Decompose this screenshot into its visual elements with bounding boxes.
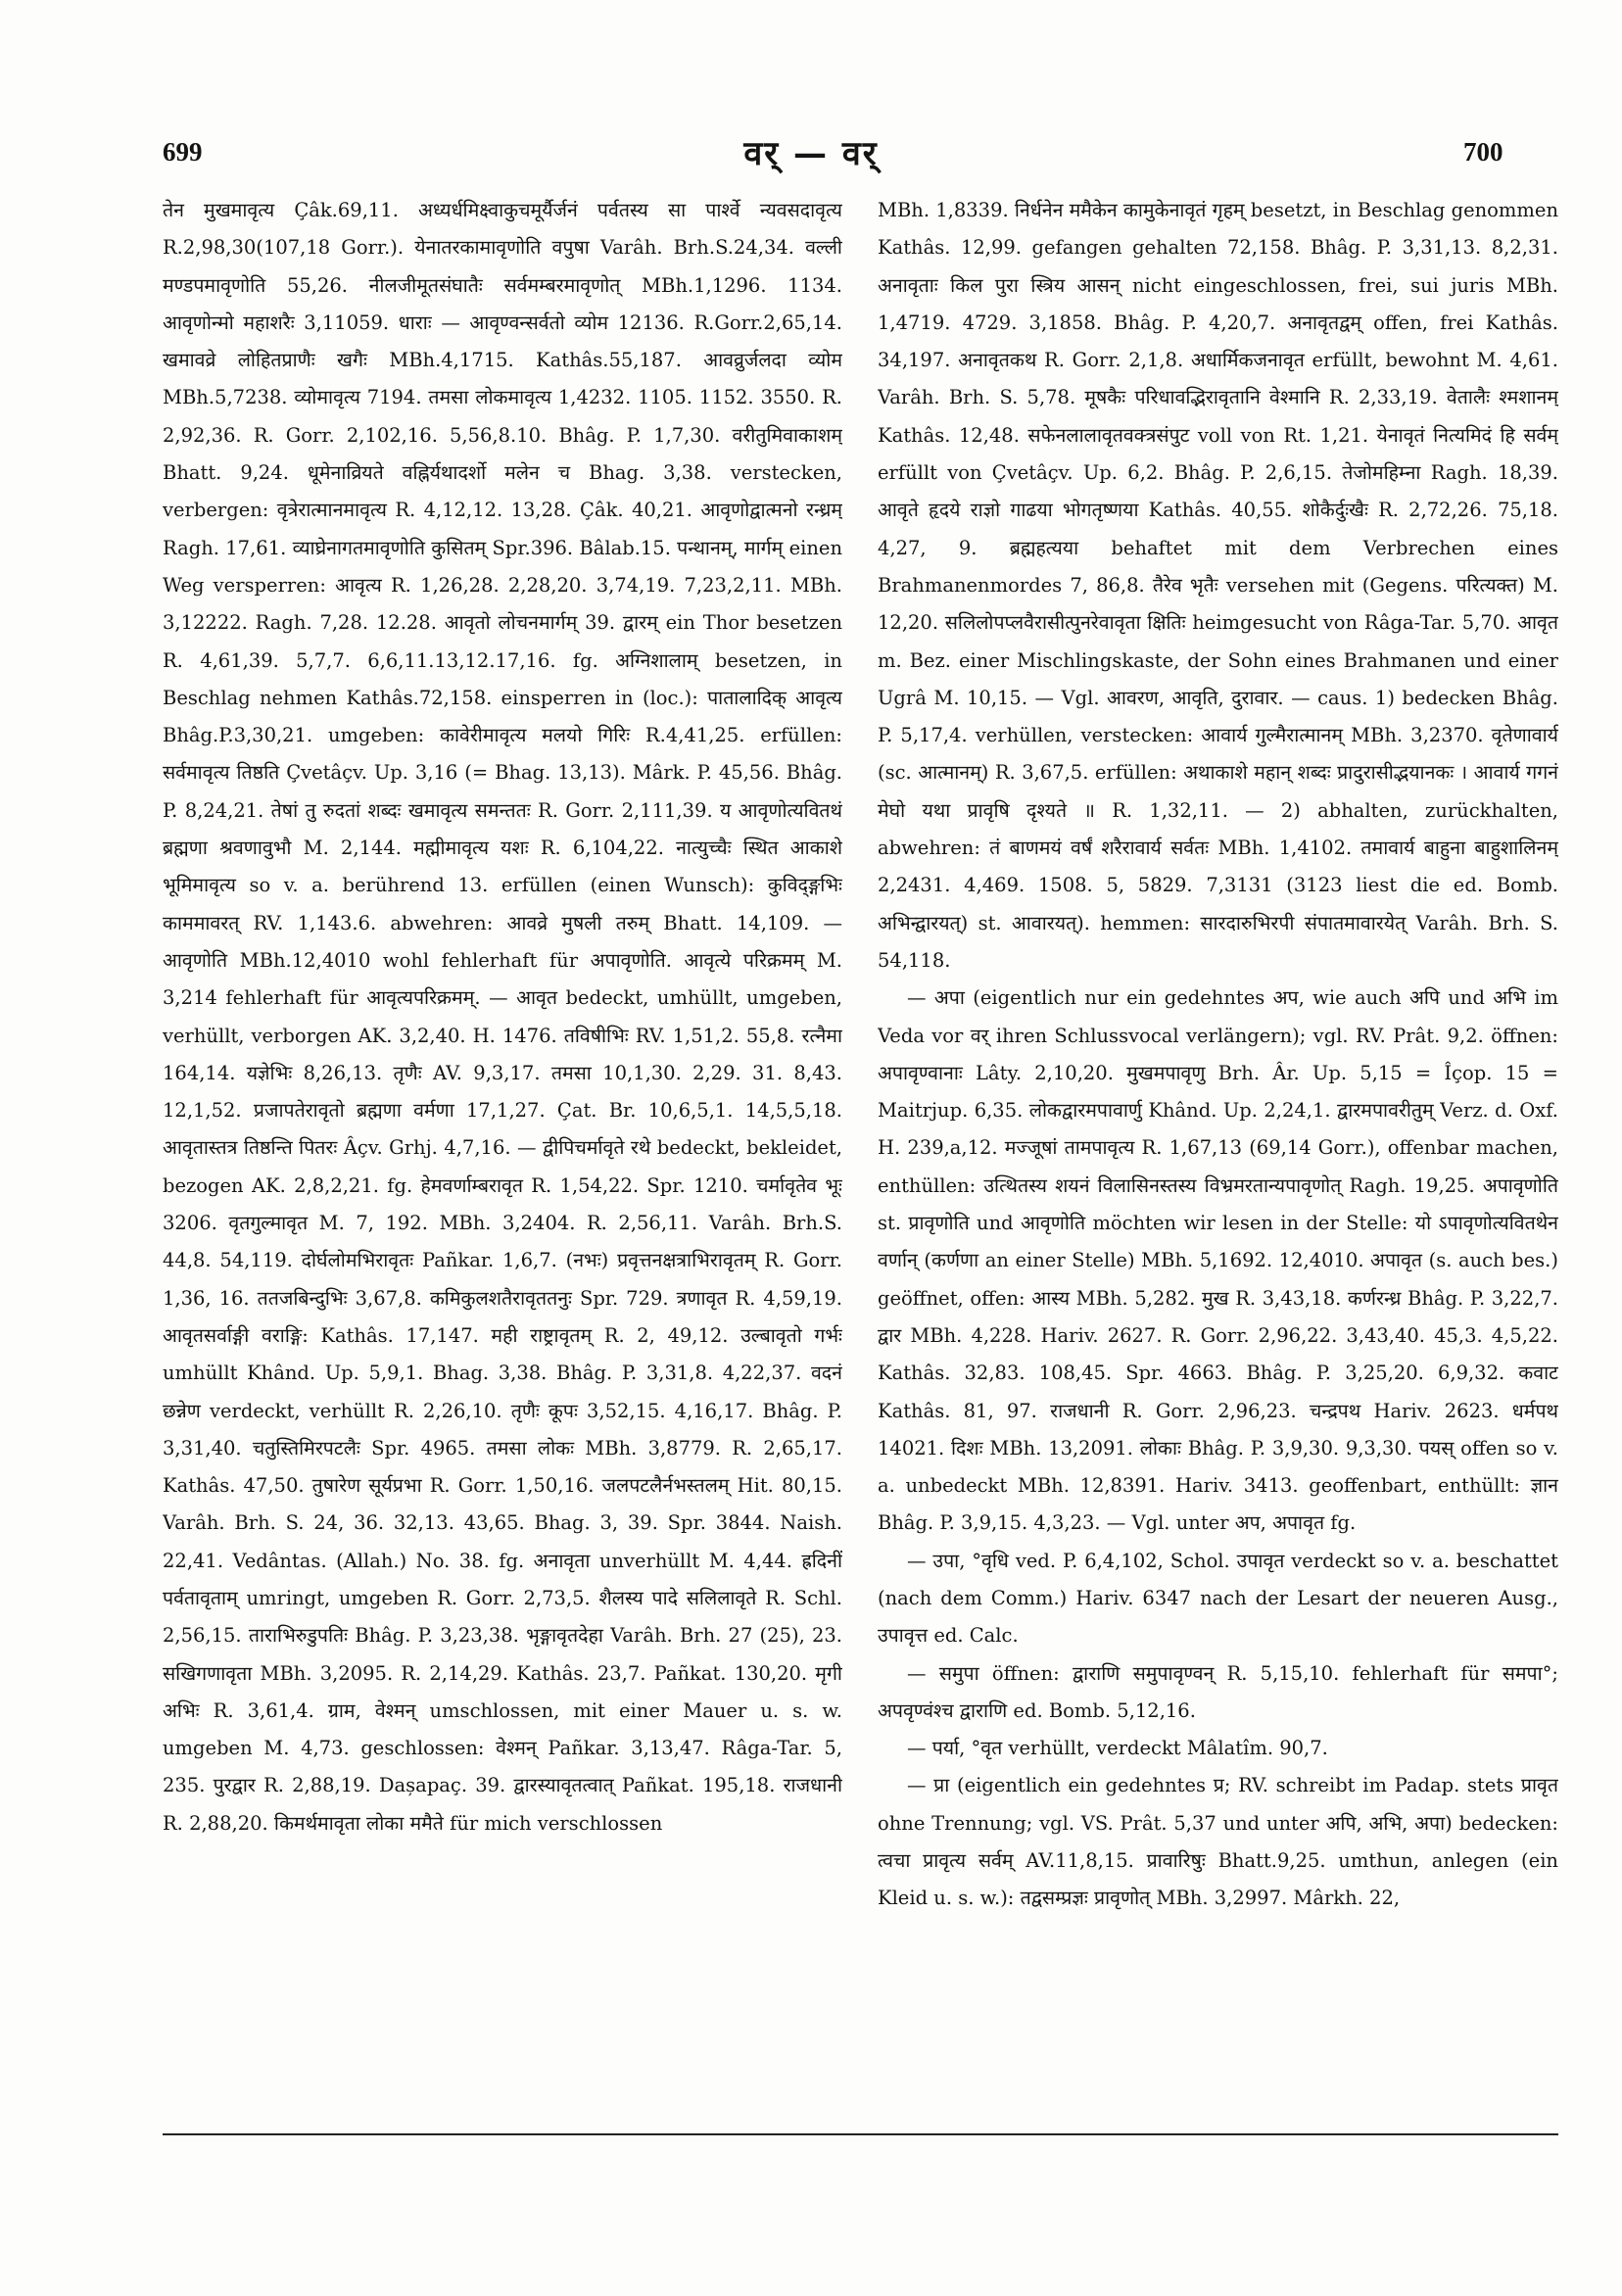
page-header	[0, 129, 1622, 188]
entry-samupa: — समुपा öffnen: द्वाराणि समुपावृण्वन् R. 5,15,10. fehlerhaft für समपा°; अपवृण्वंश्च द्वाराणि ed. Bomb. 5,12,16.	[878, 1661, 1558, 1722]
left-column	[163, 192, 842, 2078]
entry-parya: — पर्या, °वृत verhüllt, verdeckt Mâlatîm. 90,7.	[907, 1737, 1328, 1760]
page-number-right: 700	[1463, 137, 1503, 167]
entry-apa: — अपा (eigentlich nur ein gedehntes अप, wie auch अपि und अभि im Veda vor वर् ihren Schlussvocal verlängern); vgl. RV. Prât. 9,2. öffnen: अपावृण्वानाः Lâty. 2,10,20. मुखमपावृणु Brh. Âr. Up. 5,15 = Îçop. 15 = Maitrjup. 6,35. लोकद्वारमपावार्णु Khând. Up. 2,24,1. द्वारमपावरीतुम् Verz. d. Oxf. H. 239,a,12. मज्जूषां तामपावृत्य R. 1,67,13 (69,14 Gorr.), offenbar machen, enthüllen: उत्थितस्य शयनं विलासिनस्तस्य विभ्रमरतान्यपावृणोत् Ragh. 19,25. अपावृणोति st. प्रावृणोति und आवृणोति möchten wir lesen in der Stelle: यो ऽपावृणोत्यवितथेन वर्णान् (कर्णणा an einer Stelle) MBh. 5,1692. 12,4010. अपावृत (s. auch bes.) geöffnet, offen: आस्य MBh. 5,282. मुख R. 3,43,18. कर्णरन्ध्र Bhâg. P. 3,22,7. द्वार MBh. 4,228. Hariv. 2627. R. Gorr. 2,96,22. 3,43,40. 45,3. 4,5,22. Kathâs. 32,83. 108,45. Spr. 4663. Bhâg. P. 3,25,20. 6,9,32. कवाट Kathâs. 81, 97. राजधानी R. Gorr. 2,96,23. चन्द्रपथ Hariv. 2623. धर्मपथ 14021. दिशः MBh. 13,2091. लोकाः Bhâg. P. 3,9,30. 9,3,30. पयस् offen so v. a. unbedeckt MBh. 12,8391. Hariv. 3413. geoffenbart, enthüllt: ज्ञान Bhâg. P. 3,9,15. 4,3,23. — Vgl. unter अप, अपावृत fg.	[878, 986, 1558, 1535]
page-number-left: 699	[163, 137, 203, 167]
footer-rule	[163, 2133, 1558, 2135]
running-headword: वर् — वर्	[743, 134, 879, 173]
right-column	[878, 192, 1558, 2078]
entry-pra: — प्रा (eigentlich ein gedehntes प्र; RV. schreibt im Padap. stets प्रावृत ohne Trennung; vgl. VS. Prât. 5,37 und unter अपि, अभि, अपा) bedecken: त्वचा प्रावृत्य सर्वम् AV.11,8,15. प्रावारिषुः Bhatt.9,25. umthun, anlegen (ein Kleid u. s. w.): तद्वसम्प्रज्ञः प्रावृणोत् MBh. 3,2997. Mârkh. 22,	[878, 1774, 1558, 1910]
right-column-paragraph: MBh. 1,8339. निर्धनेन ममैकेन कामुकेनावृतं गृहम् besetzt, in Beschlag genommen Kathâs. 12,99. gefangen gehalten 72,158. Bhâg. P. 3,31,13. 8,2,31. अनावृताः किल पुरा स्त्रिय आसन् nicht eingeschlossen, frei, sui juris MBh. 1,4719. 4729. 3,1858. Bhâg. P. 4,20,7. अनावृतद्वम् offen, frei Kathâs. 34,197. अनावृतकथ R. Gorr. 2,1,8. अधार्मिकजनावृत erfüllt, bewohnt M. 4,61. Varâh. Brh. S. 5,78. मूषकैः परिधावद्भिरावृतानि वेश्मानि R. 2,33,19. वेतालैः श्मशानम् Kathâs. 12,48. सफेनलालावृतवक्त्रसंपुट voll von Rt. 1,21. येनावृतं नित्यमिदं हि सर्वम् erfüllt von Çvetâçv. Up. 6,2. Bhâg. P. 2,6,15. तेजोमहिम्ना Ragh. 18,39. आवृते हृदये राज्ञो गाढया भोगतृष्णया Kathâs. 40,55. शोकैर्दुःखैः R. 2,72,26. 75,18. 4,27, 9. ब्रह्महत्यया behaftet mit dem Verbrechen eines Brahmanenmordes 7, 86,8. तैरेव भृतैः versehen mit (Gegens. परित्यक्त) M. 12,20. सलिलोपप्लवैरासीत्पुनरेवावृता क्षितिः heimgesucht von Râga-Tar. 5,70. आवृत m. Bez. einer Mischlingskaste, der Sohn eines Brahmanen und einer Ugrâ M. 10,15. — Vgl. आवरण, आवृति, दुरावार. — caus. 1) bedecken Bhâg. P. 5,17,4. verhüllen, verstecken: आवार्य गुल्मैरात्मानम् MBh. 3,2370. वृतेणावार्य (sc. आत्मानम्) R. 3,67,5. erfüllen: अथाकाशे महान् शब्दः प्रादुरासीद्भयानकः । आवार्य गगनं मेघो यथा प्रावृषि दृश्यते ॥ R. 1,32,11. — 2) abhalten, zurückhalten, abwehren: तं बाणमयं वर्षं शरैरावार्य सर्वतः MBh. 1,4102. तमावार्य बाहुना बाहुशालिनम् 2,2431. 4,469. 1508. 5, 5829. 7,3131 (3123 liest die ed. Bomb. अभिन्द्वारयत्) st. आवारयत्). hemmen: सारदारुभिरपी संपातमावारयेत् Varâh. Brh. S. 54,118.	[878, 199, 1558, 972]
left-column-paragraph: तेन मुखमावृत्य Çâk.69,11. अध्यर्धमिक्ष्वाकुचमूर्यैर्जनं पर्वतस्य सा पार्श्वे न्यवसदावृत्य R.2,98,30(107,18 Gorr.). येनातरकामावृणोति वपुषा Varâh. Brh.S.24,34. वल्ली मण्डपमावृणोति 55,26. नीलजीमूतसंघातैः सर्वमम्बरमावृणोत् MBh.1,1296. 1134. आवृणोन्मो महाशरैः 3,11059. धाराः — आवृण्वन्सर्वतो व्योम 12136. R.Gorr.2,65,14. खमावव्रे लोहितप्राणैः खगैः MBh.4,1715. Kathâs.55,187. आवव्रुर्जलदा व्योम MBh.5,7238. व्योमावृत्य 7194. तमसा लोकमावृत्य 1,4232. 1105. 1152. 3550. R. 2,92,36. R. Gorr. 2,102,16. 5,56,8.10. Bhâg. P. 1,7,30. वरीतुमिवाकाशम् Bhatt. 9,24. धूमेनाव्रियते वह्निर्यथादर्शो मलेन च Bhag. 3,38. verstecken, verbergen: वृत्रेरात्मानमावृत्य R. 4,12,12. 13,28. Çâk. 40,21. आवृणोद्वात्मनो रन्ध्रम् Ragh. 17,61. व्याघ्रेनागतमावृणोति कुसितम् Spr.396. Bâlab.15. पन्थानम्, मार्गम् einen Weg versperren: आवृत्य R. 1,26,28. 2,28,20. 3,74,19. 7,23,2,11. MBh. 3,12222. Ragh. 7,28. 12.28. आवृतो लोचनमार्गम् 39. द्वारम् ein Thor besetzen R. 4,61,39. 5,7,7. 6,6,11.13,12.17,16. fg. अग्निशालाम् besetzen, in Beschlag nehmen Kathâs.72,158. einsperren in (loc.): पातालादिक् आवृत्य Bhâg.P.3,30,21. umgeben: कावेरीमावृत्य मलयो गिरिः R.4,41,25. erfüllen: सर्वमावृत्य तिष्ठति Çvetâçv. Up. 3,16 (= Bhag. 13,13). Mârk. P. 45,56. Bhâg. P. 8,24,21. तेषां तु रुदतां शब्दः खमावृत्य समन्ततः R. Gorr. 2,111,39. य आवृणोत्यवितथं ब्रह्मणा श्रवणावुभौ M. 2,144. मह्मीमावृत्य यशः R. 6,104,22. नात्युच्चैः स्थित आकाशे भूमिमावृत्य so v. a. berührend 13. erfüllen (einen Wunsch): कुविद्ङ्गभिः काममावरत् RV. 1,143.6. abwehren: आवव्रे मुषली तरुम् Bhatt. 14,109. — आवृणोति MBh.12,4010 wohl fehlerhaft für अपावृणोति. आवृत्ये परिक्रमम् M. 3,214 fehlerhaft für आवृत्यपरिक्रमम्. — आवृत bedeckt, umhüllt, umgeben, verhüllt, verborgen AK. 3,2,40. H. 1476. तविषीभिः RV. 1,51,2. 55,8. रत्नैमा 164,14. यज्ञेभिः 8,26,13. तृणैः AV. 9,3,17. तमसा 10,1,30. 2,29. 31. 8,43. 12,1,52. प्रजापतेरावृतो ब्रह्मणा वर्मणा 17,1,27. Çat. Br. 10,6,5,1. 14,5,5,18. आवृतास्तत्र तिष्ठन्ति पितरः Âçv. Grhj. 4,7,16. — द्वीपिचर्मावृते रथे bedeckt, bekleidet, bezogen AK. 2,8,2,21. fg. हेमवर्णाम्बरावृत R. 1,54,22. Spr. 1210. चर्मावृतेव भूः 3206. वृतगुल्मावृत M. 7, 192. MBh. 3,2404. R. 2,56,11. Varâh. Brh.S. 44,8. 54,119. दोर्घलोमभिरावृतः Pañkar. 1,6,7. (नभः) प्रवृत्तनक्षत्राभिरावृतम् R. Gorr. 1,36, 16. ततजबिन्दुभिः 3,67,8. कमिकुलशतैरावृततनुः Spr. 729. त्रणावृत R. 4,59,19. आवृतसर्वाङ्गी वराङ्गि: Kathâs. 17,147. मही राष्ट्रावृतम् R. 2, 49,12. उल्बावृतो गर्भः umhüllt Khând. Up. 5,9,1. Bhag. 3,38. Bhâg. P. 3,31,8. 4,22,37. वदनं छन्नेण verdeckt, verhüllt R. 2,26,10. तृणैः कूपः 3,52,15. 4,16,17. Bhâg. P. 3,31,40. चतुस्तिमिरपटलैः Spr. 4965. तमसा लोकः MBh. 3,8779. R. 2,65,17. Kathâs. 47,50. तुषारेण सूर्यप्रभा R. Gorr. 1,50,16. जलपटलैर्नभस्तलम् Hit. 80,15. Varâh. Brh. S. 24, 36. 32,13. 43,65. Bhag. 3, 39. Spr. 3844. Naish. 22,41. Vedântas. (Allah.) No. 38. fg. अनावृता unverhüllt M. 4,44. ह्रदिनीं पर्वतावृताम् umringt, umgeben R. Gorr. 2,73,5. शैलस्य पादे सलिलावृते R. Schl. 2,56,15. ताराभिरुडुपतिः Bhâg. P. 3,23,38. भृङ्गावृतदेहा Varâh. Brh. 27 (25), 23. सखिगणावृता MBh. 3,2095. R. 2,14,29. Kathâs. 23,7. Pañkat. 130,20. मृगी अभिः R. 3,61,4. ग्राम, वेश्मन् umschlossen, mit einer Mauer u. s. w. umgeben M. 4,73. geschlossen: वेश्मन् Pañkar. 3,13,47. Râga-Tar. 5, 235. पुरद्वार R. 2,88,19. Dașapaç. 39. द्वारस्यावृतत्वात् Pañkat. 195,18. राजधानी R. 2,88,20. किमर्थमावृता लोका ममैते für mich verschlossen	[163, 199, 842, 1835]
entry-upa: — उपा, °वृधि ved. P. 6,4,102, Schol. उपावृत verdeckt so v. a. beschattet (nach dem Comm.) Hariv. 6347 nach der Lesart der neueren Ausg., उपावृत्त ed. Calc.	[878, 1549, 1558, 1648]
